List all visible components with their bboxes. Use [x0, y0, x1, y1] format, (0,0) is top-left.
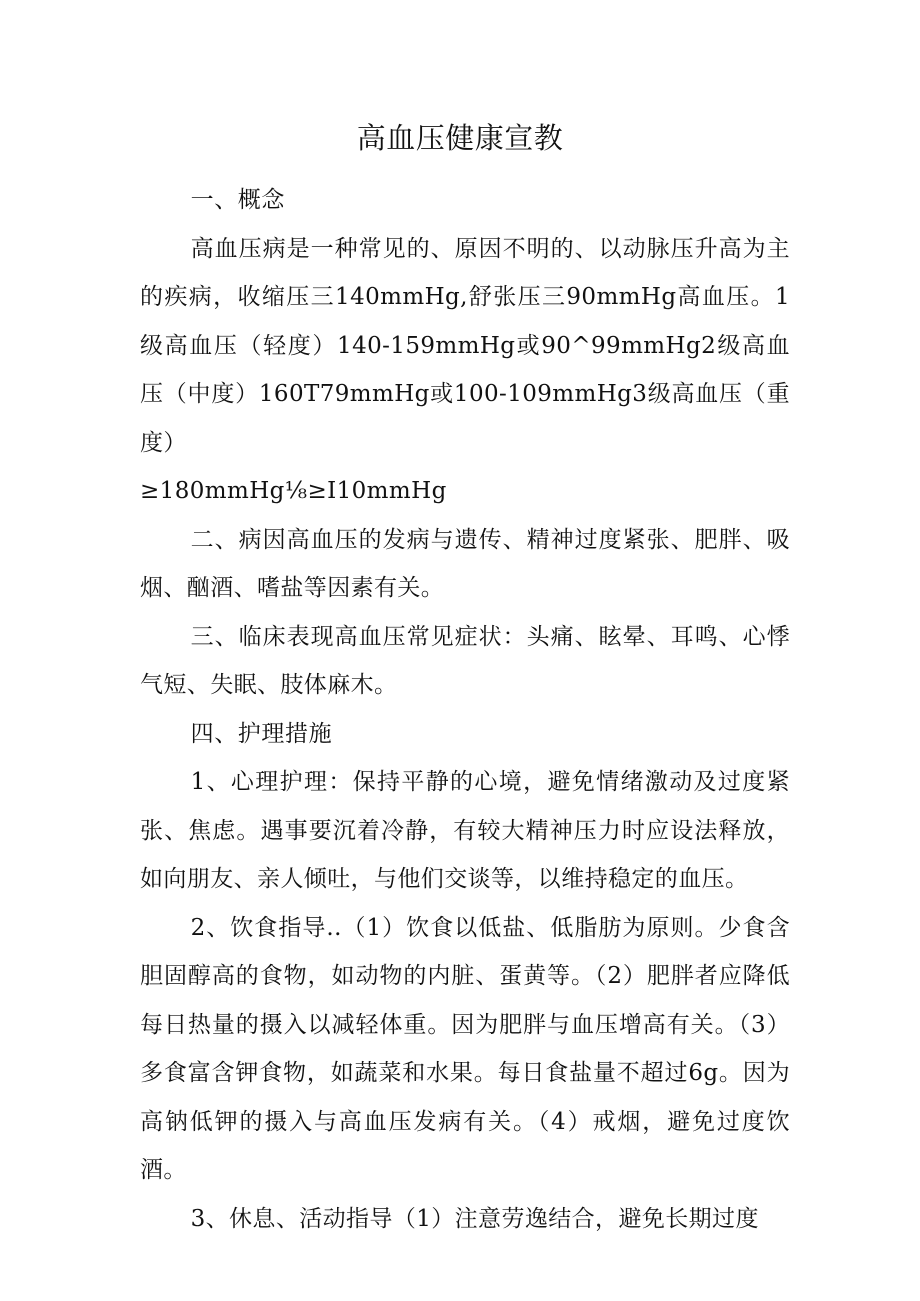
document-body [140, 176, 790, 1243]
paragraph-causes: 二、病因高血压的发病与遗传、精神过度紧张、肥胖、吸烟、酗酒、嗜盐等因素有关。 [140, 526, 790, 601]
section-heading-nursing: 四、护理措施 [190, 720, 333, 747]
paragraph-concept-definition: 高血压病是一种常见的、原因不明的、以动脉压升高为主的疾病，收缩压三140mmHg,舒张压三90mmHg高血压。1级高血压（轻度）140-159mmHg或90^99mmHg2级高血压（中度）160T79mmHg或100-109mmHg3级高血压（重度） [140, 235, 790, 456]
section-heading-concept: 一、概念 [190, 187, 285, 213]
paragraph-diet-guidance: 2、饮食指导..（1）饮食以低盐、低脂肪为原则。少食含胆固醇高的食物，如动物的内脏、蛋黄等。（2）肥胖者应降低每日热量的摄入以减轻体重。因为肥胖与血压增高有关。（3）多食富含钾食物，如蔬菜和水果。每日食盐量不超过6g。因为高钠低钾的摄入与高血压发病有关。（4）戒烟，避免过度饮酒。 [140, 914, 790, 1183]
paragraph-symptoms: 三、临床表现高血压常见症状：头痛、眩晕、耳鸣、心悸气短、失眠、肢体麻木。 [140, 623, 790, 698]
document-title: 高血压健康宣教 [356, 121, 564, 155]
paragraph-grade-three-values: ≥180mmHg⅛≥I10mmHg [140, 478, 447, 504]
paragraph-rest-activity: 3、休息、活动指导（1）注意劳逸结合，避免长期过度 [190, 1205, 759, 1232]
paragraph-psychological-care: 1、心理护理：保持平静的心境，避免情绪激动及过度紧张、焦虑。遇事要沉着冷静，有较大精神压力时应设法释放，如向朋友、亲人倾吐，与他们交谈等，以维持稳定的血压。 [140, 769, 790, 892]
